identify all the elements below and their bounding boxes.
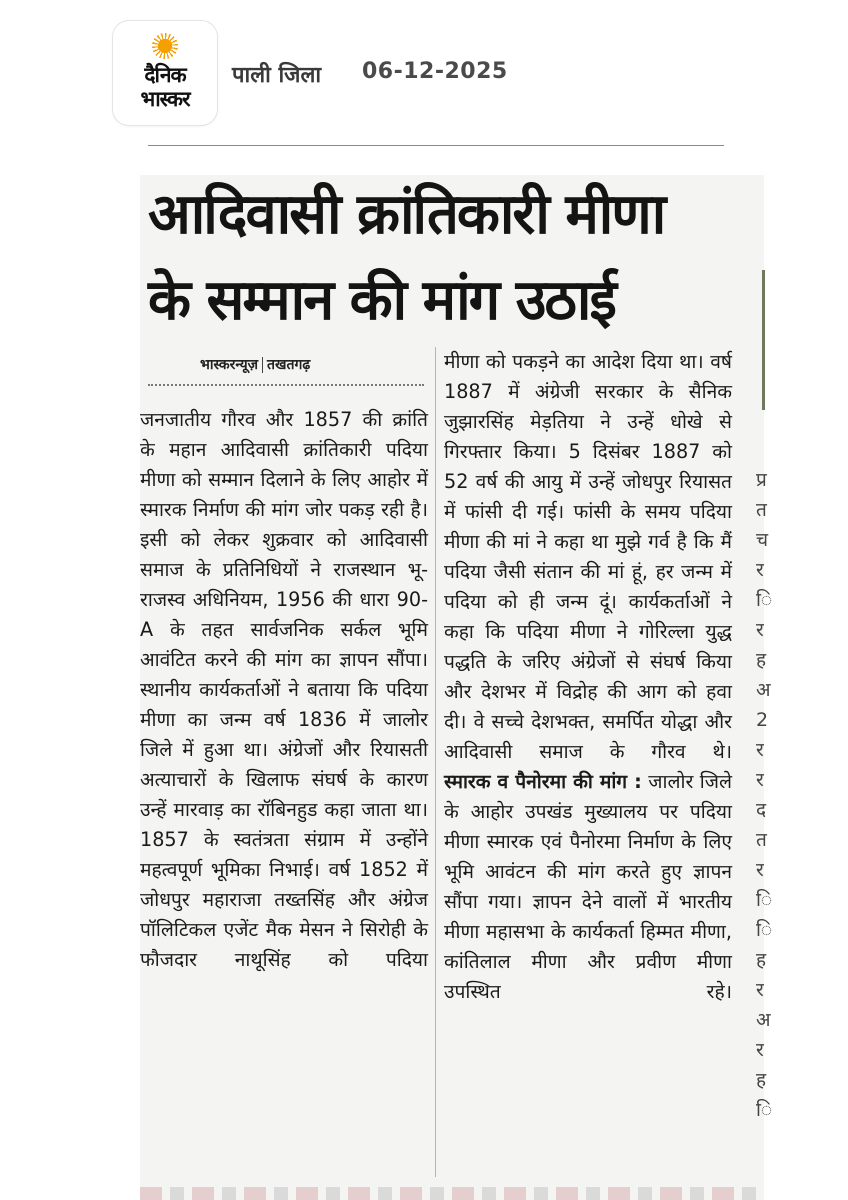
byline-source: भास्करन्यूज़ [200, 357, 259, 373]
article-paragraph-3: मीणा को पकड़ने का आदेश दिया था। वर्ष 1887 में अंग्रेजी सरकार के सैनिक जुझारसिंह मेड़तिया ने उन्हें धोखे से गिरफ्तार किया। 5 दिसंबर 1887 को 52 वर्ष की आयु में उन्हें जोधपुर रियासत में फांसी दी गई। फांसी के समय पदिया मीणा की मां ने कहा था मुझे गर्व है कि मैं पदिया जैसी संतान की मां हूं, हर जन्म में पदिया को ही जन्म दूं। कार्यकर्ताओं ने कहा कि पदिया मीणा ने गोरिल्ला युद्ध पद्धति के जरिए अंग्रेजों से संघर्ष किया और देशभर में विद्रोह की आग को हवा दी। वे सच्चे देशभक्त, समर्पित योद्धा और आदिवासी समाज के गौरव थे। [444, 350, 732, 763]
newspaper-clipping [140, 175, 764, 1200]
subheading: स्मारक व पैनोरमा की मांग : [444, 770, 642, 793]
byline-rule [148, 384, 424, 386]
byline-place: तखतगढ़ [267, 357, 311, 373]
byline [200, 355, 310, 374]
edge-photo-strip [762, 270, 765, 410]
article-paragraph-2: स्थानीय कार्यकर्ताओं ने बताया कि पदिया मीणा का जन्म वर्ष 1836 में जालोर जिले में हुआ था। अंग्रेजों और रियासती अत्याचारों के खिलाफ संघर्ष के कारण उन्हें मारवाड़ का रॉबिनहुड कहा जाता था। 1857 के स्वतंत्रता संग्राम में उन्होंने महत्वपूर्ण भूमिका निभाई। वर्ष 1852 में जोधपुर महाराजा तख्तसिंह और अंग्रेज पॉलिटिकल एजेंट मैक मेसन ने सिरोही के फौजदार नाथूसिंह को पदिया [140, 678, 428, 971]
article-paragraph-1: जनजातीय गौरव और 1857 की क्रांति के महान आदिवासी क्रांतिकारी पदिया मीणा को सम्मान दिलाने के लिए आहोर में स्मारक निर्माण की मांग जोर पकड़ रही है। इसी को लेकर शुक्रवार को आदिवासी समाज के प्रतिनिधियों ने राजस्थान भू-राजस्व अधिनियम, 1956 की धारा 90-A के तहत सार्वजनिक सर्कल भूमि आवंटित करने की मांग का ज्ञापन सौंपा। [140, 408, 428, 671]
headline-line-1: आदिवासी क्रांतिकारी मीणा [148, 182, 665, 247]
sun-icon [152, 33, 178, 59]
header-divider [148, 145, 724, 146]
edition-label: पाली जिला [232, 63, 322, 88]
adjacent-column-fragment: प्र त च र ि र ह अ 2 र र द त र ि ि ह र अ र ह ि [756, 469, 773, 1121]
logo-text-line1: दैनिक [144, 63, 186, 87]
logo-text-line2: भास्कर [140, 87, 190, 111]
dainik-bhaskar-logo [113, 21, 217, 125]
article-column-right [444, 347, 732, 1007]
byline-separator [262, 357, 263, 373]
headline-line-2: के सम्मान की मांग उठाई [148, 268, 615, 333]
article-column-left [140, 405, 428, 975]
article-paragraph-4: जालोर जिले के आहोर उपखंड मुख्यालय पर पदिया मीणा स्मारक एवं पैनोरमा निर्माण के लिए भूमि आवंटन की मांग करते हुए ज्ञापन सौंपा गया। ज्ञापन देने वालों में भारतीय मीणा महासभा के कार्यकर्ता हिम्मत मीणा, कांतिलाल मीणा और प्रवीण मीणा उपस्थित रहे। [444, 770, 732, 1003]
column-divider [435, 347, 436, 1177]
next-article-bleed [140, 1187, 764, 1200]
edition-date: 06-12-2025 [362, 59, 508, 84]
